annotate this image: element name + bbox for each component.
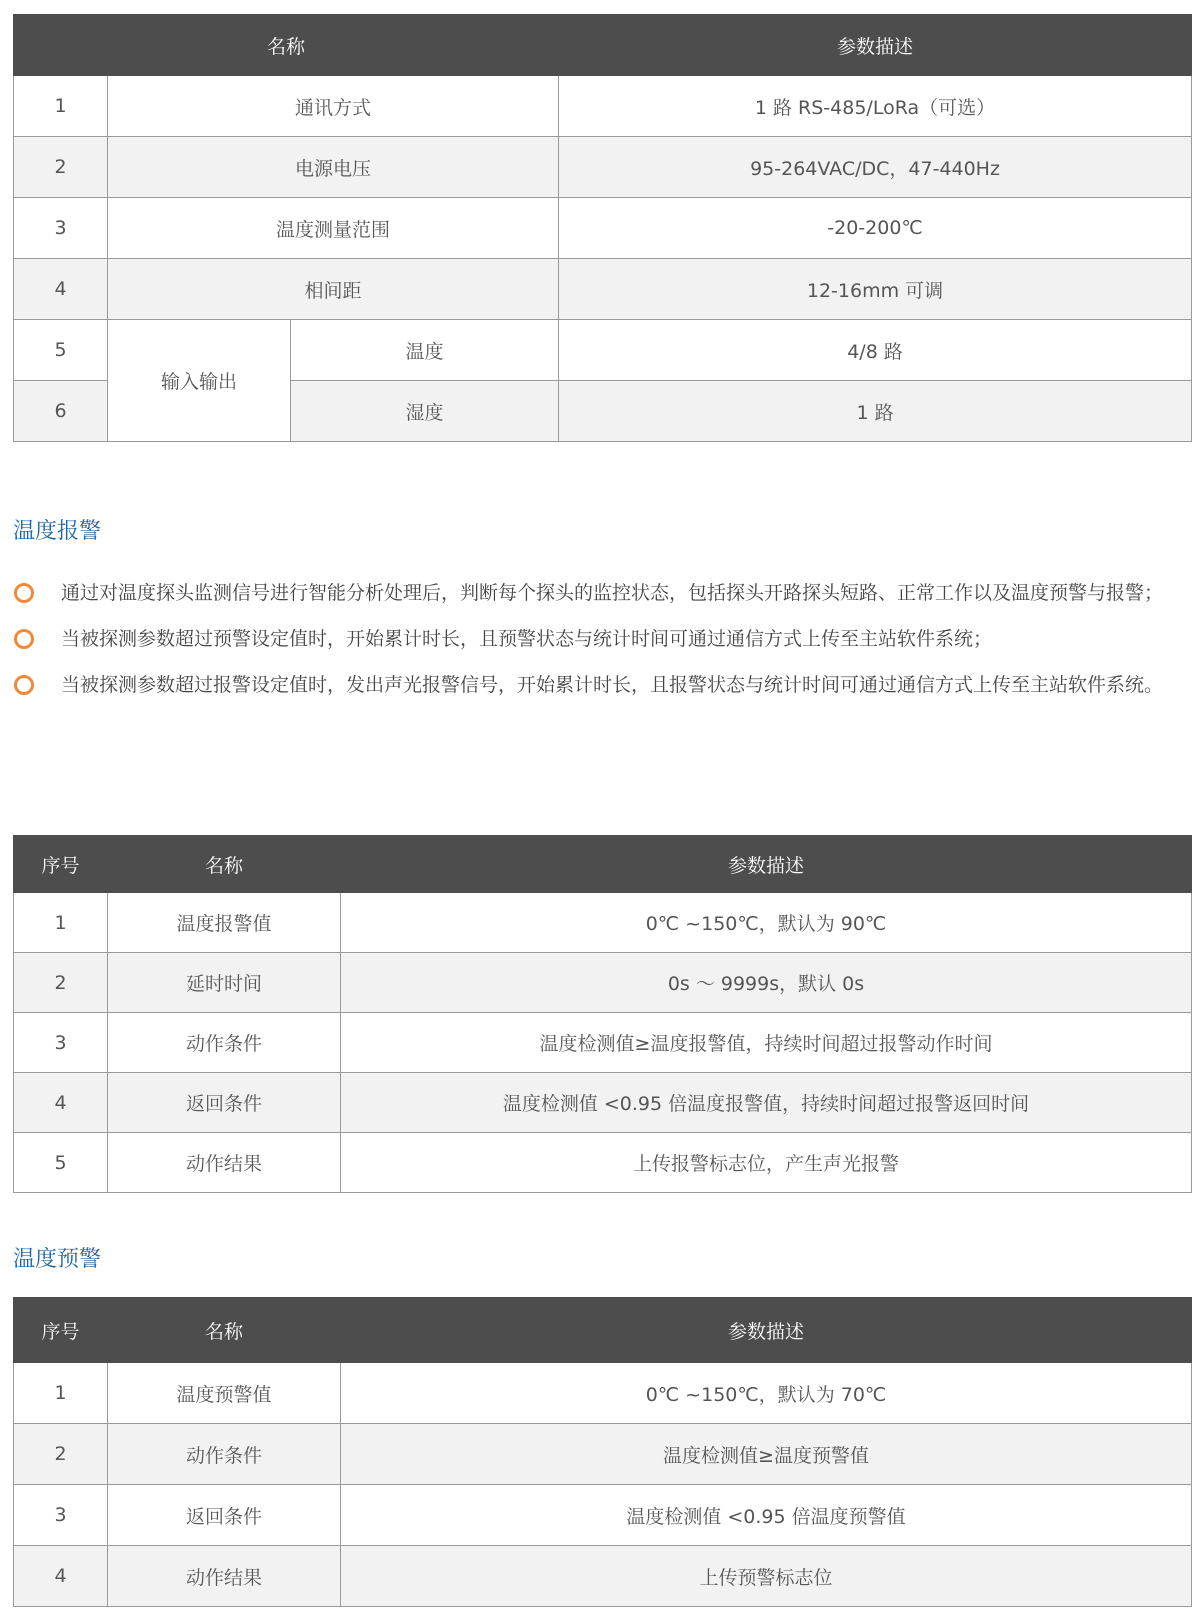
header-desc: 参数描述 [341, 836, 1192, 893]
bullet-text: 当被探测参数超过报警设定值时，发出声光报警信号，开始累计时长，且报警状态与统计时间可通过通信方式上传至主站软件系统。 [61, 674, 1164, 696]
bullet-text: 通过对温度探头监测信号进行智能分析处理后，判断每个探头的监控状态，包括探头开路探头短路、正常工作以及温度预警与报警； [61, 582, 1164, 604]
row-name: 动作结果 [108, 1546, 341, 1607]
row-number: 5 [14, 1133, 108, 1193]
header-desc: 参数描述 [341, 1298, 1192, 1363]
row-number: 4 [14, 1073, 108, 1133]
row-name: 温度预警值 [108, 1363, 341, 1424]
row-name: 返回条件 [108, 1485, 341, 1546]
table-header-row [14, 836, 1192, 893]
table-header-row [14, 1298, 1192, 1363]
table-header-row [14, 15, 1192, 76]
alarm-section-title: 温度报警 [13, 519, 102, 544]
header-name: 名称 [108, 1298, 341, 1363]
row-name: 电源电压 [108, 137, 559, 198]
row-number: 6 [14, 381, 108, 442]
row-desc: 12-16mm 可调 [559, 259, 1192, 320]
row-number: 2 [14, 137, 108, 198]
table-row [14, 259, 1192, 320]
row-number: 2 [14, 1424, 108, 1485]
warning-section-title: 温度预警 [13, 1247, 102, 1272]
alarm-bullet-list [13, 570, 1191, 708]
header-desc: 参数描述 [559, 15, 1192, 76]
table-row [14, 893, 1192, 953]
row-desc: 0s ～ 9999s，默认 0s [341, 953, 1192, 1013]
bullet-item [13, 616, 1191, 662]
header-number: 序号 [14, 1298, 108, 1363]
row-desc: 温度检测值≥温度预警值 [341, 1424, 1192, 1485]
row-desc: 1 路 RS-485/LoRa（可选） [559, 76, 1192, 137]
row-name: 动作条件 [108, 1013, 341, 1073]
row-desc: 温度检测值≥温度报警值，持续时间超过报警动作时间 [341, 1013, 1192, 1073]
row-desc: 4/8 路 [559, 320, 1192, 381]
row-number: 4 [14, 259, 108, 320]
row-desc: 温度检测值 <0.95 倍温度报警值，持续时间超过报警返回时间 [341, 1073, 1192, 1133]
table-row [14, 198, 1192, 259]
row-number: 3 [14, 198, 108, 259]
table-row [14, 1363, 1192, 1424]
row-desc: 0℃ ~150℃，默认为 90℃ [341, 893, 1192, 953]
row-desc: 温度检测值 <0.95 倍温度预警值 [341, 1485, 1192, 1546]
table-row [14, 137, 1192, 198]
table-row [14, 1485, 1192, 1546]
row-number: 2 [14, 953, 108, 1013]
table-row [14, 1424, 1192, 1485]
row-subname: 湿度 [291, 381, 559, 442]
row-name: 动作结果 [108, 1133, 341, 1193]
row-desc: 上传预警标志位 [341, 1546, 1192, 1607]
bullet-item [13, 570, 1191, 616]
circle-outline-icon [14, 629, 34, 649]
row-name: 温度报警值 [108, 893, 341, 953]
table-row [14, 1546, 1192, 1607]
warning-table [13, 1297, 1192, 1607]
row-number: 5 [14, 320, 108, 381]
row-desc: 上传报警标志位，产生声光报警 [341, 1133, 1192, 1193]
row-subname: 温度 [291, 320, 559, 381]
row-desc: 95-264VAC/DC，47-440Hz [559, 137, 1192, 198]
row-desc: -20-200℃ [559, 198, 1192, 259]
row-number: 1 [14, 1363, 108, 1424]
row-number: 3 [14, 1013, 108, 1073]
row-desc: 1 路 [559, 381, 1192, 442]
table-row [14, 1133, 1192, 1193]
header-name: 名称 [14, 15, 559, 76]
page [13, 14, 1191, 1589]
row-number: 1 [14, 893, 108, 953]
row-desc: 0℃ ~150℃，默认为 70℃ [341, 1363, 1192, 1424]
circle-outline-icon [14, 675, 34, 695]
spec-table [13, 14, 1192, 442]
alarm-table [13, 835, 1192, 1193]
table-row [14, 1073, 1192, 1133]
bullet-item [13, 662, 1191, 708]
circle-outline-icon [14, 583, 34, 603]
io-group-label: 输入输出 [108, 320, 291, 442]
row-name: 动作条件 [108, 1424, 341, 1485]
table-row [14, 320, 1192, 381]
row-number: 4 [14, 1546, 108, 1607]
row-name: 延时时间 [108, 953, 341, 1013]
header-name: 名称 [108, 836, 341, 893]
row-name: 通讯方式 [108, 76, 559, 137]
header-number: 序号 [14, 836, 108, 893]
table-row [14, 1013, 1192, 1073]
table-row [14, 76, 1192, 137]
row-number: 1 [14, 76, 108, 137]
row-name: 相间距 [108, 259, 559, 320]
row-name: 温度测量范围 [108, 198, 559, 259]
row-name: 返回条件 [108, 1073, 341, 1133]
bullet-text: 当被探测参数超过预警设定值时，开始累计时长，且预警状态与统计时间可通过通信方式上传至主站软件系统； [61, 628, 993, 650]
row-number: 3 [14, 1485, 108, 1546]
table-row [14, 953, 1192, 1013]
